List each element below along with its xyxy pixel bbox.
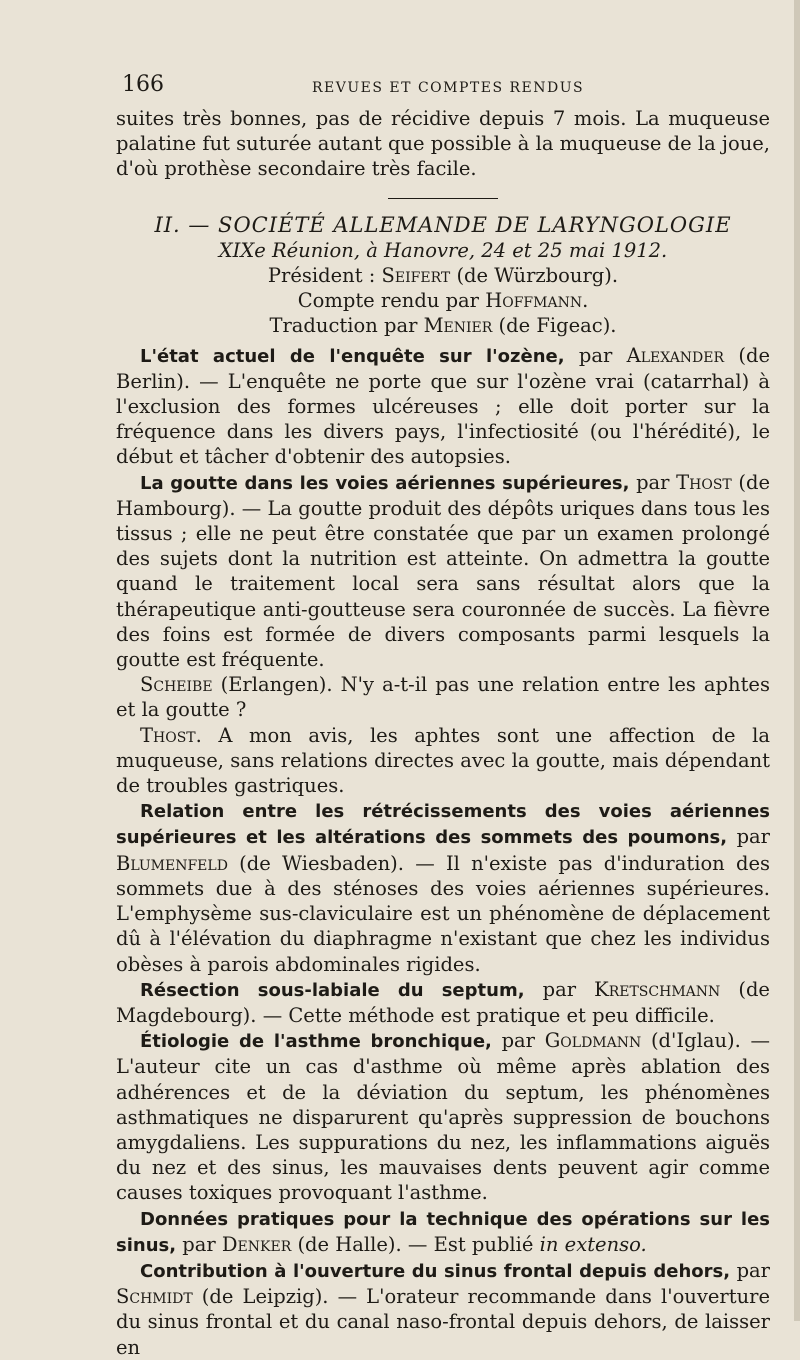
translation-city: (de Figeac).: [498, 314, 617, 338]
discussion-scheibe: [116, 672, 770, 722]
entry-ozene: [116, 343, 770, 470]
entry-by: par: [736, 1258, 770, 1282]
page-header: [116, 70, 770, 106]
president-city: (de Würzbourg).: [456, 264, 619, 288]
entry-sinus: [116, 1206, 770, 1258]
discussion-speaker: Thost.: [140, 723, 202, 747]
translation-name: Menier: [423, 314, 493, 338]
entry-text: (de Hambourg). — La goutte produit des dépôts uriques dans tous les tissus ; elle ne peut être constatée que par un examen prolongé des sujets dont la nutrition est atteinte. On admettra la goutte quand le traitement local sera sans résultat alors que la thérapeutique anti-goutteuse sera couronnée de succès. La fièvre des foins est formée de divers composants parmi lesquels la goutte est fréquente.: [116, 470, 770, 672]
entry-frontal: [116, 1258, 770, 1360]
entry-by: par: [182, 1232, 216, 1256]
entry-text: (de Magdebourg). — Cette méthode est pratique et peu difficile.: [116, 977, 770, 1027]
entry-author: Goldmann: [544, 1029, 642, 1053]
entry-by: par: [736, 825, 770, 849]
entry-title: La goutte dans les voies aériennes supérieures,: [140, 472, 630, 494]
entry-text: (d'Iglau). — L'auteur cite un cas d'asthme où même après ablation des adhérences et de la déviation du septum, les phénomènes asthmatiques ne disparurent qu'après suppression de bouchons amygdaliens. Les suppurations du nez, les inflammations aiguës du nez et des sinus, les mauvaises dents peuvent agir comme causes toxiques provoquant l'asthme.: [116, 1029, 771, 1205]
entry-author: Blumenfeld: [116, 851, 228, 875]
report-line: [116, 288, 770, 313]
discussion-text: A mon avis, les aphtes sont une affection de la muqueuse, sans relations directes avec la goutte, mais dépendant de troubles gastriques.: [116, 723, 771, 798]
discussion-text: (Erlangen). N'y a-t-il pas une relation entre les aphtes et la goutte ?: [116, 673, 770, 722]
discussion-thost: [116, 723, 770, 799]
report-name: Hoffmann.: [485, 289, 589, 313]
entry-title: Relation entre les rétrécissements des voies aériennes supérieures et les altérations des sommets des poumons,: [116, 801, 770, 849]
entry-author: Denker: [221, 1232, 292, 1256]
page-edge-shadow: [794, 0, 800, 1321]
president-prefix: Président :: [267, 264, 376, 288]
entry-author: Alexander: [626, 343, 725, 367]
translation-prefix: Traduction par: [269, 314, 418, 338]
meeting-line: XIXe Réunion, à Hanovre, 24 et 25 mai 1912.: [218, 238, 668, 262]
society-title: II. — SOCIÉTÉ ALLEMANDE DE LARYNGOLOGIE: [154, 212, 732, 237]
society-heading-block: [116, 213, 770, 339]
entry-title: Résection sous-labiale du septum,: [140, 979, 525, 1001]
entry-text: (de Halle). — Est publié: [297, 1232, 534, 1256]
report-prefix: Compte rendu par: [297, 289, 480, 313]
entry-title: L'état actuel de l'enquête sur l'ozène,: [140, 345, 565, 367]
entry-by: par: [542, 977, 577, 1001]
running-title: REVUES ET COMPTES RENDUS: [312, 80, 585, 96]
entry-by: par: [578, 343, 613, 367]
entry-asthme: [116, 1028, 770, 1205]
entry-author: Schmidt: [116, 1285, 193, 1309]
entry-text: (de Wiesbaden). — Il n'existe pas d'induration des sommets due à des sténoses des voies aériennes supérieures. L'emphysème sus-claviculaire est un phénomène de déplacement dû à l'élévation du diaphragme n'existant que chez les individus obèses à parois abdominales rigides.: [116, 851, 770, 976]
entry-text: (de Leipzig). — L'orateur recommande dans l'ouverture du sinus frontal et du canal naso-frontal depuis dehors, de laisser en: [116, 1285, 771, 1359]
entry-title: Contribution à l'ouverture du sinus frontal depuis dehors,: [140, 1260, 731, 1282]
entry-text-italic: in extenso.: [539, 1232, 647, 1256]
entry-title: Étiologie de l'asthme bronchique,: [140, 1031, 492, 1053]
translation-line: [116, 313, 770, 338]
page-number: 166: [122, 72, 164, 97]
entry-text: (de Berlin). — L'enquête ne porte que sur l'ozène vrai (catarrhal) à l'exclusion des formes ulcéreuses ; elle doit porter sur la fréquence dans les divers pays, l'infectiosité (ou l'hérédité), le début et tâcher d'obtenir des autopsies.: [116, 343, 770, 469]
intro-paragraph: suites très bonnes, pas de récidive depuis 7 mois. La muqueuse palatine fut suturée autant que possible à la muqueuse de la joue, d'où prothèse secondaire très facile.: [116, 107, 770, 181]
entry-resection: [116, 977, 770, 1028]
entry-author: Kretschmann: [594, 977, 721, 1001]
discussion-speaker: Scheibe: [140, 673, 213, 697]
entry-author: Thost: [676, 470, 732, 494]
entry-retrecissements: [116, 798, 770, 976]
president-line: [116, 263, 770, 288]
entry-by: par: [636, 470, 670, 494]
entry-by: par: [501, 1029, 536, 1053]
president-name: Seifert: [381, 264, 451, 288]
entry-title: Données pratiques pour la technique des opérations sur les sinus,: [116, 1208, 770, 1256]
section-divider: [388, 198, 498, 199]
entry-goutte: [116, 470, 770, 673]
